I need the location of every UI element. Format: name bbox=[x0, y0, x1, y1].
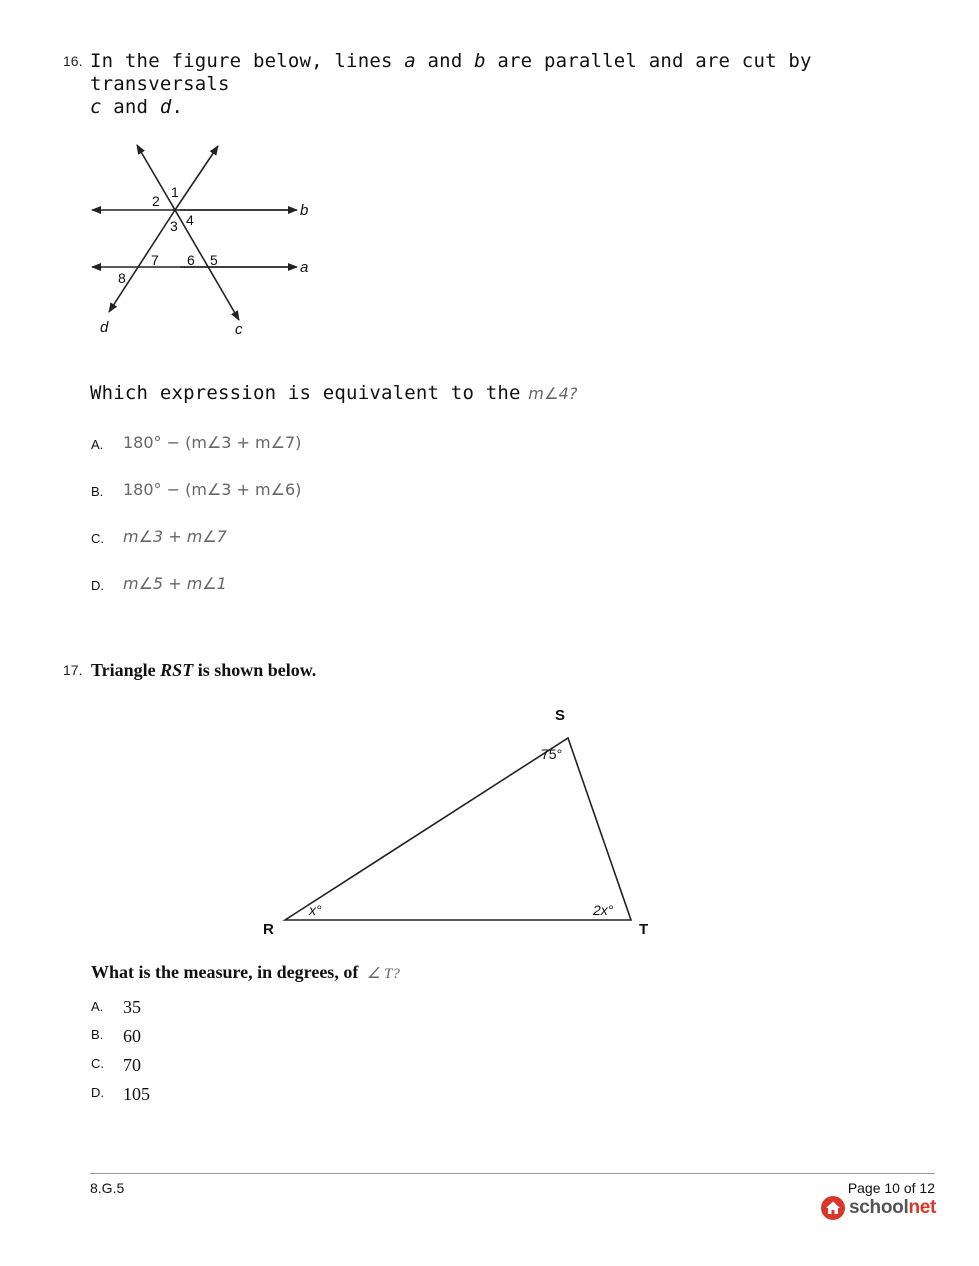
footer-divider bbox=[90, 1173, 935, 1174]
brand-school: school bbox=[849, 1197, 909, 1218]
angle-label-8: 8 bbox=[118, 270, 126, 286]
angle-label-5: 5 bbox=[210, 252, 218, 268]
q17-choice-b[interactable]: 60 bbox=[123, 1026, 141, 1046]
question-16-math: m∠4? bbox=[528, 384, 578, 403]
q16-choice-b-letter: B. bbox=[91, 484, 104, 499]
angle-label-1: 1 bbox=[171, 184, 179, 200]
angle-label-3: 3 bbox=[170, 218, 178, 234]
question-16-prompt: Which expression is equivalent to the m∠4? bbox=[90, 382, 578, 404]
line-d bbox=[175, 146, 218, 210]
angle-r-label: x° bbox=[309, 902, 322, 918]
question-17-math: ∠ T? bbox=[366, 966, 400, 982]
q16-choice-c[interactable]: m∠3 + m∠7 bbox=[123, 527, 227, 546]
q17-choice-b-letter: B. bbox=[91, 1027, 104, 1042]
vertex-r-label: R bbox=[263, 921, 274, 938]
angle-label-6: 6 bbox=[187, 252, 195, 268]
angle-label-2: 2 bbox=[152, 193, 160, 209]
angle-label-7: 7 bbox=[151, 252, 159, 268]
q17-choice-a[interactable]: 35 bbox=[123, 997, 141, 1017]
q16-choice-d-letter: D. bbox=[91, 578, 104, 593]
q16-choice-d[interactable]: m∠5 + m∠1 bbox=[123, 574, 227, 593]
q16-choice-c-letter: C. bbox=[91, 531, 104, 546]
line-label-c: c bbox=[235, 321, 243, 338]
brand-net: net bbox=[908, 1197, 937, 1218]
q17-choice-c[interactable]: 70 bbox=[123, 1055, 141, 1075]
question-17-text: Triangle RST is shown below. bbox=[91, 660, 317, 680]
question-16-number: 16. bbox=[63, 53, 83, 69]
parallel-lines-figure bbox=[80, 135, 330, 345]
question-17-number: 17. bbox=[63, 662, 83, 678]
q16-choice-a[interactable]: 180° − (m∠3 + m∠7) bbox=[123, 433, 302, 452]
line-label-a: a bbox=[300, 259, 309, 276]
q16-choice-b[interactable]: 180° − (m∠3 + m∠6) bbox=[123, 480, 302, 499]
triangle-rst-figure bbox=[255, 700, 665, 945]
line-label-d: d bbox=[100, 319, 109, 336]
question-17-prompt: What is the measure, in degrees, of ∠ T? bbox=[91, 962, 400, 982]
q17-choice-d-letter: D. bbox=[91, 1085, 104, 1100]
footer-standard: 8.G.5 bbox=[90, 1180, 125, 1196]
line-label-b: b bbox=[300, 202, 309, 219]
vertex-t-label: T bbox=[639, 921, 649, 938]
q16-choice-a-letter: A. bbox=[91, 437, 104, 452]
footer-page-number: Page 10 of 12 bbox=[847, 1180, 935, 1196]
triangle-rst bbox=[285, 738, 631, 920]
q17-choice-a-letter: A. bbox=[91, 999, 104, 1014]
schoolnet-logo bbox=[820, 1195, 936, 1221]
angle-t-label: 2x° bbox=[593, 902, 614, 918]
q17-choice-d[interactable]: 105 bbox=[123, 1084, 150, 1104]
schoolnet-house-icon bbox=[820, 1195, 846, 1221]
q17-choice-c-letter: C. bbox=[91, 1056, 104, 1071]
question-16-text: In the figure below, lines a and b are parallel and are cut by transversals c and d. bbox=[90, 50, 812, 118]
angle-s-label: 75° bbox=[541, 746, 563, 762]
vertex-s-label: S bbox=[555, 707, 566, 724]
angle-label-4: 4 bbox=[186, 212, 194, 228]
